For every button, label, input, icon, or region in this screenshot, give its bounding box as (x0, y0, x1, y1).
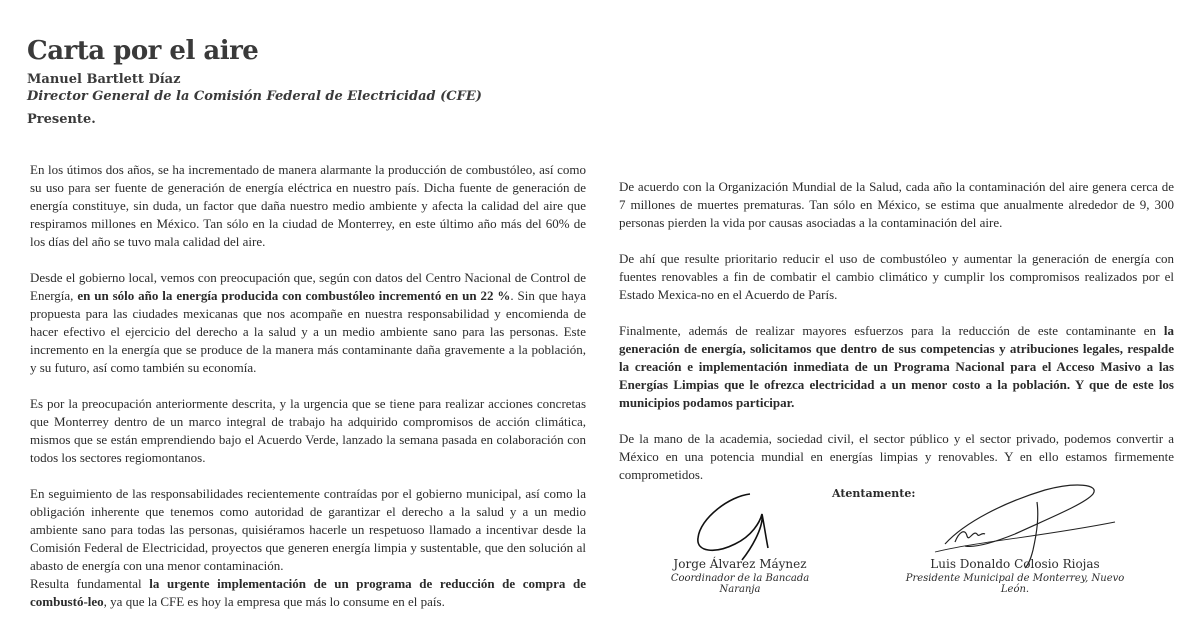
closing-atentamente: Atentamente: (832, 487, 916, 500)
emphasis-text: la urgente implementación de un programa de reducción de compra de combustó-leo (30, 576, 587, 609)
paragraph (619, 322, 1174, 412)
text-run: . Sin que haya propuesta para las ciudades mexicanas que nos acompañe en nuestra responsabilidad y encomienda de hacer efectivo el ejercicio del derecho a la salud y a un medio ambiente sano para las personas. Este incremento en la energía que se produce de la manera más contaminante daña gravemente a la población, y su futuro, así como también su economía. (30, 288, 587, 375)
recipient-role: Director General de la Comisión Federal de Electricidad (CFE) (27, 89, 482, 104)
paragraph: De acuerdo con la Organización Mundial de la Salud, cada año la contaminación del aire genera cerca de 7 millones de muertes prematuras. Tan sólo en México, se estima que anualmente alrededor de 9, 300 personas pierden la vida por causas asociadas a la contaminación del aire. (619, 179, 1174, 230)
paragraph: De la mano de la academia, sociedad civil, el sector público y el sector privado, podemos convertir a México en una potencia mundial en energías limpias y renovables. Y en ello estamos firmemente comprometidos. (619, 431, 1174, 482)
emphasis-text: en un sólo año la energía producida con combustóleo incrementó en un 22 % (77, 288, 511, 303)
salutation: Presente. (27, 112, 96, 127)
left-column (30, 161, 586, 629)
text-run: Desde el gobierno local, vemos con preocupación que, según con datos del Centro Nacional de Control de Energía, (30, 270, 586, 303)
paragraph: En los útimos dos años, se ha incrementado de manera alarmante la producción de combustóleo, así como su uso para ser fuente de generación de energía eléctrica en nuestro país. Dicha fuente de generación de energía constituye, sin duda, un factor que daña nuestro medio ambiente y afecta la calidad del aire que respiramos millones en México. Tan sólo en la ciudad de Monterrey, en este último año más del 60% de los días del año se tuvo mala calidad del aire. (30, 162, 586, 249)
signer-2-title: Presidente Municipal de Monterrey, Nuevo León. (905, 573, 1125, 595)
right-column (619, 178, 1174, 502)
text-run: , ya que la CFE es hoy la empresa que más lo consume en el país. (103, 594, 445, 609)
signature-jorge-icon (690, 488, 800, 563)
recipient-name: Manuel Bartlett Díaz (27, 72, 181, 87)
paragraph (30, 575, 586, 611)
paragraph: De ahí que resulte prioritario reducir el uso de combustóleo y aumentar la generación de energía con fuentes renovables a fin de combatir el cambio climático y cumplir los compromisos realizados por el Estado Mexica-no en el Acuerdo de París. (619, 251, 1174, 302)
text-run: Finalmente, además de realizar mayores esfuerzos para la reducción de este contaminante en (619, 323, 1164, 338)
paragraph (30, 269, 586, 377)
signer-2-name: Luis Donaldo Colosio Riojas (930, 557, 1100, 571)
signer-1-title: Coordinador de la Bancada Naranja (670, 573, 810, 595)
signer-1-name: Jorge Álvarez Máynez (673, 557, 807, 571)
text-run: Resulta fundamental (30, 576, 150, 591)
emphasis-text: la generación de energía, solicitamos que dentro de sus competencias y atribuciones legales, respalde la creación e implementación inmediata de un Programa Nacional para el Acceso Masivo a las Energías Limpias que le ofrezca electricidad a un menor costo a la población. Y que de este los municipios podamos participar. (619, 323, 1174, 410)
paragraph: En seguimiento de las responsabilidades recientemente contraídas por el gobierno municipal, así como la obligación inherente que tenemos como autoridad de garantizar el derecho a la salud y a un medio ambiente sano para todas las personas, quisiéramos hacerle un respetuoso llamado a incentivar desde la Comisión Federal de Electricidad, proyectos que generen energía limpia y sustentable, que den solución al abasto de energía con una menor contaminación. (30, 486, 586, 573)
paragraph: Es por la preocupación anteriormente descrita, y la urgencia que se tiene para realizar acciones concretas que Monterrey dentro de un marco integral de trabajo ha adquirido compromisos de acción climática, mismos que se están emprendiendo bajo el Acuerdo Verde, lanzado la semana pasada en colaboración con todos los sectores regiomontanos. (30, 396, 586, 465)
letter-title: Carta por el aire (27, 36, 259, 66)
